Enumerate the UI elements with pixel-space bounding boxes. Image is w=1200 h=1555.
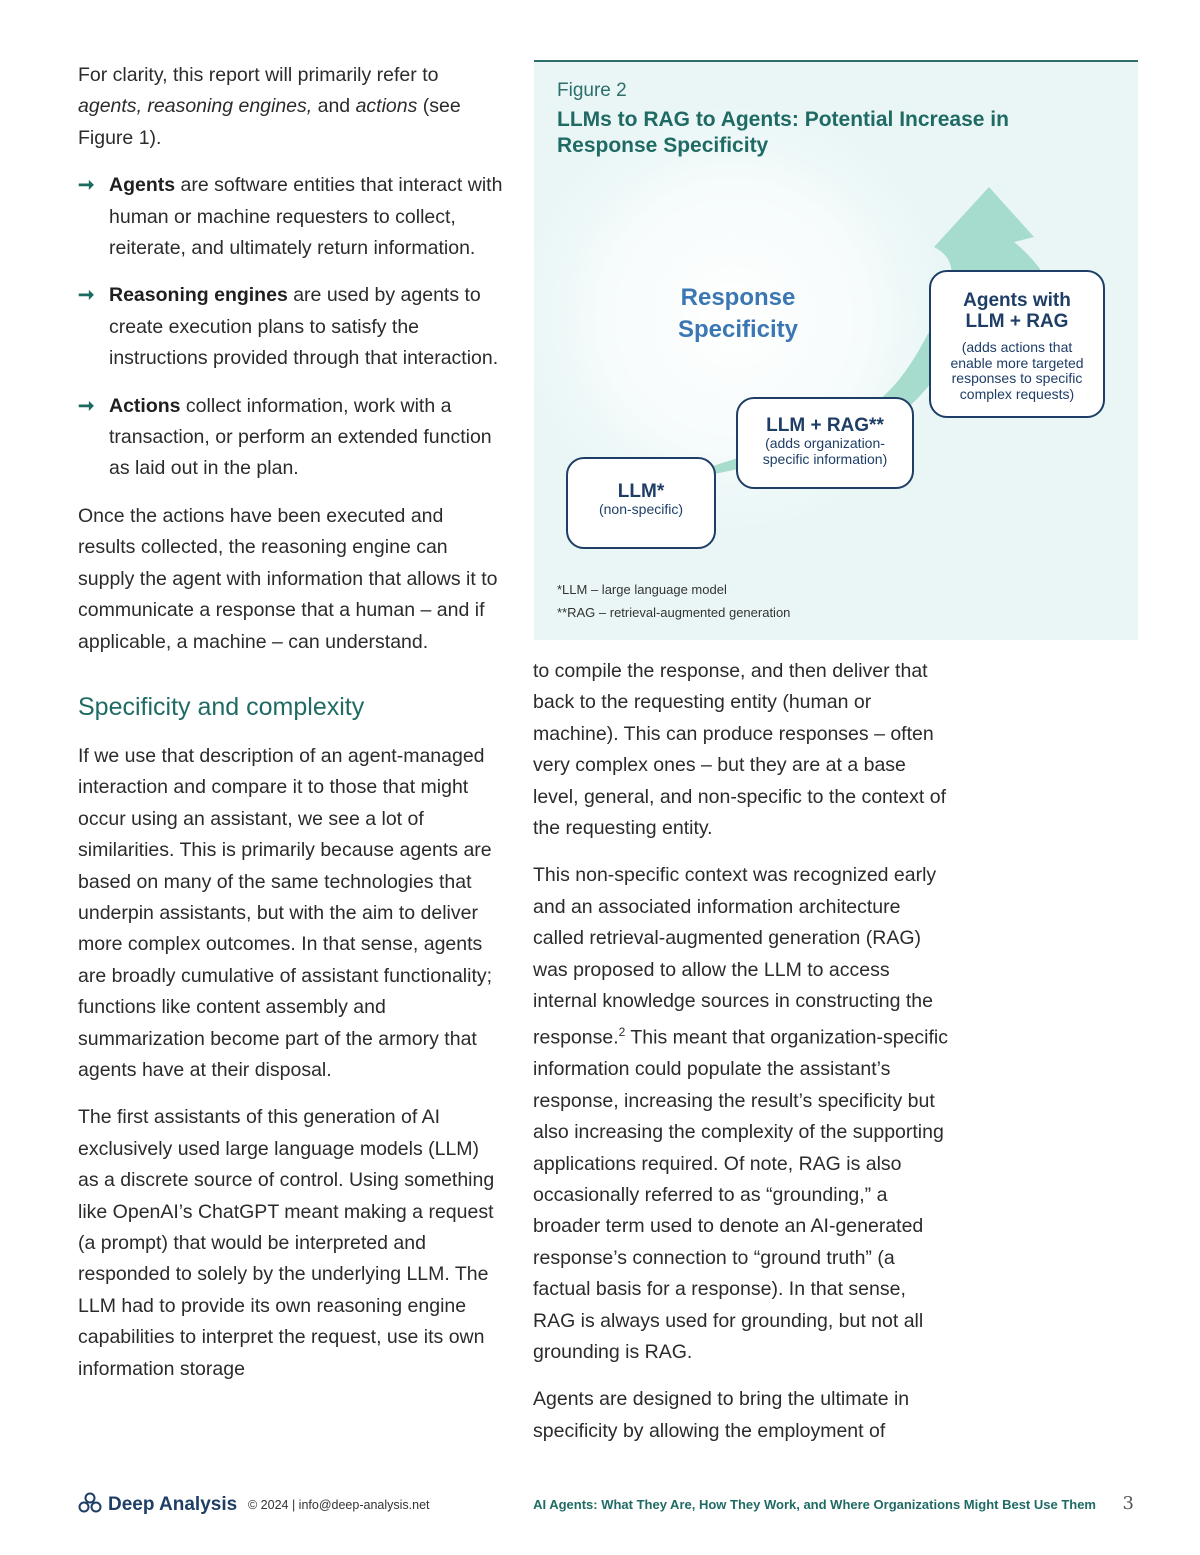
copyright: © 2024 | info@deep-analysis.net bbox=[248, 1498, 430, 1512]
bullet-term: Agents bbox=[109, 174, 176, 197]
stage-subtitle: (adds actions that enable more targeted responses to specific complex requests) bbox=[950, 339, 1084, 402]
bullet-text: are used by agents to create execution plans to satisfy the instructions provided through that interaction. bbox=[109, 284, 499, 370]
axis-label-line: Response bbox=[680, 284, 796, 311]
bullet-reasoning-engines bbox=[78, 280, 503, 374]
page-number: 3 bbox=[1122, 1493, 1134, 1514]
body-paragraph: Agents are designed to bring the ultimate in specificity by allowing the employment of bbox=[533, 1388, 910, 1442]
stage-box-agents bbox=[929, 270, 1105, 418]
body-text: This non-specific context was recognized early and an associated information architecture called retrieval-augmented generation (RAG) was proposed to allow the LLM to access internal knowledge sources in constructing the response. bbox=[533, 864, 937, 1049]
bullet-agents bbox=[78, 170, 503, 264]
page-footer bbox=[0, 1490, 1200, 1530]
stage-subtitle: (non-specific) bbox=[598, 501, 684, 517]
bullet-text: are software entities that interact with human or machine requesters to collect, reiterate, and ultimately return information. bbox=[109, 174, 503, 260]
section-heading: Specificity and complexity bbox=[78, 692, 365, 721]
axis-label-line: Specificity bbox=[677, 316, 799, 343]
response-specificity-label bbox=[658, 282, 818, 346]
stage-box-llm bbox=[566, 457, 716, 549]
intro-text: (see Figure 1). bbox=[78, 95, 461, 149]
stage-title: LLM + RAG** bbox=[766, 415, 884, 436]
figure-2 bbox=[534, 60, 1138, 640]
document-title: AI Agents: What They Are, How They Work, and Where Organizations Might Best Use Them bbox=[533, 1497, 1096, 1512]
figure-title: LLMs to RAG to Agents: Potential Increase in Response Specificity bbox=[557, 108, 1009, 157]
stage-title: Agents with LLM + RAG bbox=[963, 290, 1071, 332]
body-paragraph: The first assistants of this generation of AI exclusively used large language models (LLM) as a discrete source of control. Using something like OpenAI’s ChatGPT meant making a request (a prompt) that would be interpreted and responded to solely by the underlying LLM. The LLM had to provide its own reasoning engine capabilities to interpret the request, use its own information storage bbox=[78, 1106, 495, 1380]
term-agents: agents bbox=[78, 95, 137, 118]
body-text: This meant that organization-specific information could populate the assistant’s response, increasing the result’s specificity but also increasing the complexity of the supporting applications required. Of note, RAG is also occasionally referred to as “grounding,” a broader term used to denote an AI-generated response’s connection to “ground truth” (a factual basis for a response). In that sense, RAG is always used for grounding, but not all grounding is RAG. bbox=[533, 1026, 948, 1364]
body-paragraph: If we use that description of an agent-managed interaction and compare it to those that might occur using an assistant, we see a lot of similarities. This is primarily because agents are based on many of the same technologies that underpin assistants, but with the aim to deliver more complex outcomes. In that sense, agents are broadly cumulative of assistant functionality; functions like content assembly and summarization become part of the armory that agents have at their disposal. bbox=[78, 744, 493, 1081]
stage-subtitle: (adds organization-specific information) bbox=[762, 435, 888, 467]
arrow-right-icon: ➞ bbox=[78, 174, 95, 197]
body-paragraph: to compile the response, and then deliver that back to the requesting entity (human or machine). This can produce responses – often very complex ones – but they are at a base level, general, and non-specific to the context of the requesting entity. bbox=[533, 660, 947, 840]
figure-footnote: **RAG – retrieval-augmented generation bbox=[557, 605, 791, 620]
left-column bbox=[78, 60, 503, 1401]
bullet-text: collect information, work with a transaction, or perform an extended function as laid out in the plan. bbox=[109, 394, 492, 480]
brand-logo bbox=[78, 1492, 237, 1516]
arrow-right-icon: ➞ bbox=[78, 284, 95, 307]
bullet-actions bbox=[78, 391, 503, 485]
body-paragraph: Once the actions have been executed and results collected, the reasoning engine can supply the agent with information that allows it to communicate a response that a human – and if applicable, a machine – can understand. bbox=[78, 504, 498, 653]
body-paragraph bbox=[533, 860, 953, 1368]
intro-paragraph bbox=[78, 60, 503, 154]
bullet-term: Actions bbox=[109, 394, 181, 417]
arrow-right-icon: ➞ bbox=[78, 394, 95, 417]
figure-label: Figure 2 bbox=[557, 80, 627, 101]
figure-footnote: *LLM – large language model bbox=[557, 582, 727, 597]
stage-title: LLM* bbox=[617, 481, 665, 502]
bullet-term: Reasoning engines bbox=[109, 284, 288, 307]
term-reasoning-engines: reasoning engines, bbox=[147, 95, 313, 118]
intro-sep: , bbox=[136, 95, 148, 118]
brand-name: Deep Analysis bbox=[108, 1494, 238, 1515]
footnote-reference[interactable]: 2 bbox=[618, 1025, 626, 1040]
stage-box-llm-rag bbox=[736, 397, 914, 489]
intro-text: For clarity, this report will primarily refer to bbox=[78, 64, 439, 86]
brand-logo-icon bbox=[78, 1492, 102, 1514]
right-column bbox=[533, 656, 953, 1463]
intro-sep: and bbox=[312, 95, 356, 118]
term-actions: actions bbox=[355, 95, 418, 118]
